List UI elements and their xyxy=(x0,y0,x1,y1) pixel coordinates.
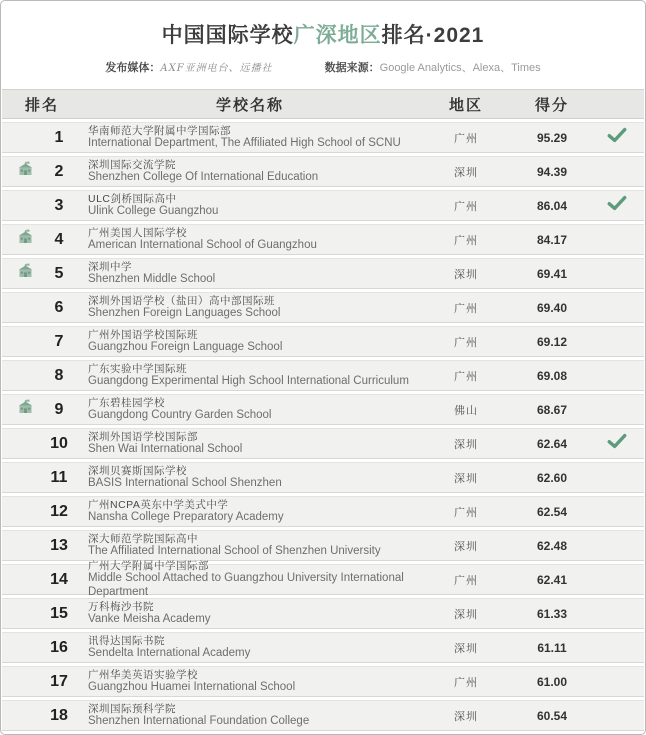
school-name-en: Shenzhen Foreign Languages School xyxy=(88,306,281,319)
row-icon-cell xyxy=(2,637,36,658)
school-name-cell xyxy=(82,431,418,456)
row-icon-cell xyxy=(2,399,36,420)
score-value: 62.60 xyxy=(536,470,568,485)
row-icon-cell xyxy=(2,535,36,556)
score-value: 61.00 xyxy=(536,674,568,689)
school-name-cell xyxy=(82,125,418,150)
school-name-en: American International School of Guangzhou xyxy=(88,238,317,251)
region-label: 广州 xyxy=(454,234,478,247)
row-icon-cell xyxy=(2,331,36,352)
school-name-cell xyxy=(82,465,418,490)
school-name-cell xyxy=(82,397,418,422)
region-label: 深圳 xyxy=(454,166,478,179)
table-row xyxy=(2,292,644,323)
column-header-score: 得分 xyxy=(534,96,569,114)
rank-number: 6 xyxy=(54,298,64,316)
title-prefix: 中国国际学校 xyxy=(161,24,294,47)
school-name-cn: 广州大学附属中学国际部 xyxy=(88,560,209,573)
region-label: 深圳 xyxy=(454,710,478,723)
school-name-en: Shen Wai International School xyxy=(88,442,243,455)
title-suffix: 排名·2021 xyxy=(381,24,485,47)
score-value: 62.64 xyxy=(536,436,568,451)
publisher-label: 发布媒体： xyxy=(105,62,161,74)
row-icon-cell xyxy=(2,365,36,386)
row-icon-cell xyxy=(2,127,36,148)
check-cell xyxy=(590,603,644,624)
school-name-en: Shenzhen Middle School xyxy=(88,272,216,285)
school-name-cn: 广东碧桂园学校 xyxy=(88,396,165,409)
row-icon-cell xyxy=(2,671,36,692)
rank-number: 11 xyxy=(50,468,68,486)
check-cell xyxy=(590,297,644,318)
rank-number: 3 xyxy=(54,196,64,214)
rank-number: 1 xyxy=(54,128,64,146)
school-name-cn: 深圳国际预科学院 xyxy=(88,702,176,715)
school-name-en: International Department, The Affiliated High School of SCNU xyxy=(88,136,401,149)
school-name-en: Shenzhen College Of International Education xyxy=(88,170,319,183)
row-icon-cell xyxy=(2,467,36,488)
check-cell xyxy=(590,705,644,726)
check-cell xyxy=(590,229,644,250)
table-row xyxy=(2,462,644,493)
score-value: 69.08 xyxy=(536,368,568,383)
row-icon-cell xyxy=(2,433,36,454)
school-name-en: Middle School Attached to Guangzhou University International Department xyxy=(88,572,404,598)
school-building-icon xyxy=(17,263,34,284)
rank-number: 13 xyxy=(50,536,68,554)
table-row xyxy=(2,258,644,289)
region-label: 深圳 xyxy=(454,642,478,655)
checkmark-icon xyxy=(607,195,627,216)
school-name-cn: 深圳贝赛斯国际学校 xyxy=(88,464,187,477)
score-value: 61.11 xyxy=(537,640,567,655)
school-name-cell xyxy=(82,703,418,728)
school-name-cell xyxy=(82,635,418,660)
table-body xyxy=(1,119,645,731)
school-name-cn: 广州NCPA英东中学美式中学 xyxy=(88,498,229,511)
school-building-icon xyxy=(17,229,34,250)
rank-number: 16 xyxy=(50,638,68,656)
school-name-en: Guangzhou Huamei International School xyxy=(88,680,296,693)
school-name-en: Vanke Meisha Academy xyxy=(88,612,211,625)
school-name-cell xyxy=(82,560,418,599)
score-value: 68.67 xyxy=(536,402,568,417)
checkmark-icon xyxy=(607,433,627,454)
rank-number: 12 xyxy=(50,502,68,520)
school-name-cn: 广东实验中学国际班 xyxy=(88,362,187,375)
check-cell xyxy=(590,535,644,556)
school-building-icon xyxy=(17,399,34,420)
school-name-cell xyxy=(82,499,418,524)
rank-number: 7 xyxy=(54,332,64,350)
check-cell xyxy=(590,161,644,182)
check-cell xyxy=(590,637,644,658)
check-cell xyxy=(590,433,644,454)
region-label: 广州 xyxy=(454,676,478,689)
check-cell xyxy=(590,569,644,590)
school-name-en: Ulink College Guangzhou xyxy=(88,204,219,217)
table-row xyxy=(2,360,644,391)
score-value: 94.39 xyxy=(536,164,568,179)
score-value: 62.54 xyxy=(536,504,568,519)
row-icon-cell xyxy=(2,263,36,284)
region-label: 广州 xyxy=(454,200,478,213)
region-label: 广州 xyxy=(454,132,478,145)
region-label: 深圳 xyxy=(454,268,478,281)
title-highlight: 广深地区 xyxy=(293,24,382,47)
row-icon-cell xyxy=(2,161,36,182)
row-icon-cell xyxy=(2,501,36,522)
table-row xyxy=(2,530,644,561)
region-label: 广州 xyxy=(454,336,478,349)
school-name-en: Sendelta International Academy xyxy=(88,646,251,659)
school-name-cell xyxy=(82,159,418,184)
school-name-cell xyxy=(82,261,418,286)
row-icon-cell xyxy=(2,297,36,318)
row-icon-cell xyxy=(2,195,36,216)
table-row xyxy=(2,428,644,459)
school-name-cell xyxy=(82,533,418,558)
row-icon-cell xyxy=(2,569,36,590)
region-label: 广州 xyxy=(454,506,478,519)
region-label: 广州 xyxy=(454,302,478,315)
rank-number: 9 xyxy=(54,400,64,418)
publisher xyxy=(105,59,272,75)
row-icon-cell xyxy=(2,603,36,624)
score-value: 62.41 xyxy=(536,572,568,587)
school-name-cell xyxy=(82,601,418,626)
school-name-cell xyxy=(82,227,418,252)
score-value: 95.29 xyxy=(536,130,568,145)
check-cell xyxy=(590,671,644,692)
score-value: 69.41 xyxy=(536,266,568,281)
school-name-cn: 广州外国语学校国际班 xyxy=(88,328,198,341)
check-cell xyxy=(590,365,644,386)
table-row xyxy=(2,666,644,697)
table-row xyxy=(2,122,644,153)
rank-number: 18 xyxy=(50,706,68,724)
check-cell xyxy=(590,263,644,284)
rank-number: 10 xyxy=(50,434,68,452)
source-value: Google Analytics、Alexa、Times xyxy=(379,62,541,74)
school-name-cell xyxy=(82,295,418,320)
school-name-cell xyxy=(82,193,418,218)
score-value: 69.40 xyxy=(536,300,568,315)
check-cell xyxy=(590,331,644,352)
check-cell xyxy=(590,467,644,488)
school-name-en: BASIS International School Shenzhen xyxy=(88,476,282,489)
check-cell xyxy=(590,501,644,522)
row-icon-cell xyxy=(2,705,36,726)
data-source xyxy=(325,59,541,75)
school-name-en: Guangzhou Foreign Language School xyxy=(88,340,283,353)
score-value: 69.12 xyxy=(536,334,568,349)
region-label: 广州 xyxy=(454,370,478,383)
region-label: 佛山 xyxy=(454,404,478,417)
region-label: 深圳 xyxy=(454,540,478,553)
school-name-cell xyxy=(82,363,418,388)
rank-number: 8 xyxy=(54,366,64,384)
column-header-region: 地区 xyxy=(448,96,483,114)
school-name-cn: 万科梅沙书院 xyxy=(88,600,154,613)
school-name-en: Guangdong Country Garden School xyxy=(88,408,272,421)
page-title xyxy=(1,19,645,49)
table-header xyxy=(2,89,644,119)
rank-number: 4 xyxy=(54,230,64,248)
school-name-cn: 华南师范大学附属中学国际部 xyxy=(88,124,231,137)
school-name-en: Guangdong Experimental High School International Curriculum xyxy=(88,374,409,387)
school-name-cn: 广州美国人国际学校 xyxy=(88,226,187,239)
table-row xyxy=(2,190,644,221)
publisher-value: AXF亚洲电台、远播社 xyxy=(160,63,273,74)
table-row xyxy=(2,394,644,425)
school-name-cell xyxy=(82,329,418,354)
rank-number: 14 xyxy=(50,570,68,588)
school-name-cn: 深圳外国语学校（盐田）高中部国际班 xyxy=(88,294,275,307)
source-label: 数据来源： xyxy=(324,62,380,74)
table-row xyxy=(2,560,644,598)
school-name-cell xyxy=(82,669,418,694)
score-value: 61.33 xyxy=(536,606,568,621)
score-value: 60.54 xyxy=(536,708,568,723)
school-name-en: Shenzhen International Foundation College xyxy=(88,714,310,727)
score-value: 62.48 xyxy=(536,538,568,553)
rank-number: 2 xyxy=(54,162,64,180)
school-name-en: The Affiliated International School of Shenzhen University xyxy=(88,544,381,557)
school-name-cn: 讯得达国际书院 xyxy=(88,634,165,647)
table-row xyxy=(2,224,644,255)
checkmark-icon xyxy=(607,127,627,148)
region-label: 深圳 xyxy=(454,438,478,451)
check-cell xyxy=(590,195,644,216)
region-label: 深圳 xyxy=(454,608,478,621)
score-value: 86.04 xyxy=(536,198,568,213)
table-row xyxy=(2,156,644,187)
table-row xyxy=(2,496,644,527)
rank-number: 17 xyxy=(50,672,68,690)
table-row xyxy=(2,598,644,629)
column-header-rank: 排名 xyxy=(24,96,59,114)
school-name-cn: 深圳外国语学校国际部 xyxy=(88,430,198,443)
school-name-cn: 深圳中学 xyxy=(88,260,132,273)
school-building-icon xyxy=(17,161,34,182)
school-name-cn: 深圳国际交流学院 xyxy=(88,158,176,171)
row-icon-cell xyxy=(2,229,36,250)
school-name-cn: 深大师范学院国际高中 xyxy=(88,532,198,545)
table-row xyxy=(2,632,644,663)
table-row xyxy=(2,326,644,357)
school-name-cn: ULC剑桥国际高中 xyxy=(88,192,177,205)
rank-number: 5 xyxy=(54,264,64,282)
meta-line xyxy=(1,59,645,75)
column-header-school: 学校名称 xyxy=(215,96,284,114)
title-block xyxy=(1,1,645,89)
check-cell xyxy=(590,127,644,148)
school-name-en: Nansha College Preparatory Academy xyxy=(88,510,284,523)
table-row xyxy=(2,700,644,731)
score-value: 84.17 xyxy=(536,232,568,247)
region-label: 深圳 xyxy=(454,472,478,485)
school-name-cn: 广州华美英语实验学校 xyxy=(88,668,198,681)
region-label: 广州 xyxy=(454,574,478,587)
check-cell xyxy=(590,399,644,420)
rank-number: 15 xyxy=(50,604,68,622)
